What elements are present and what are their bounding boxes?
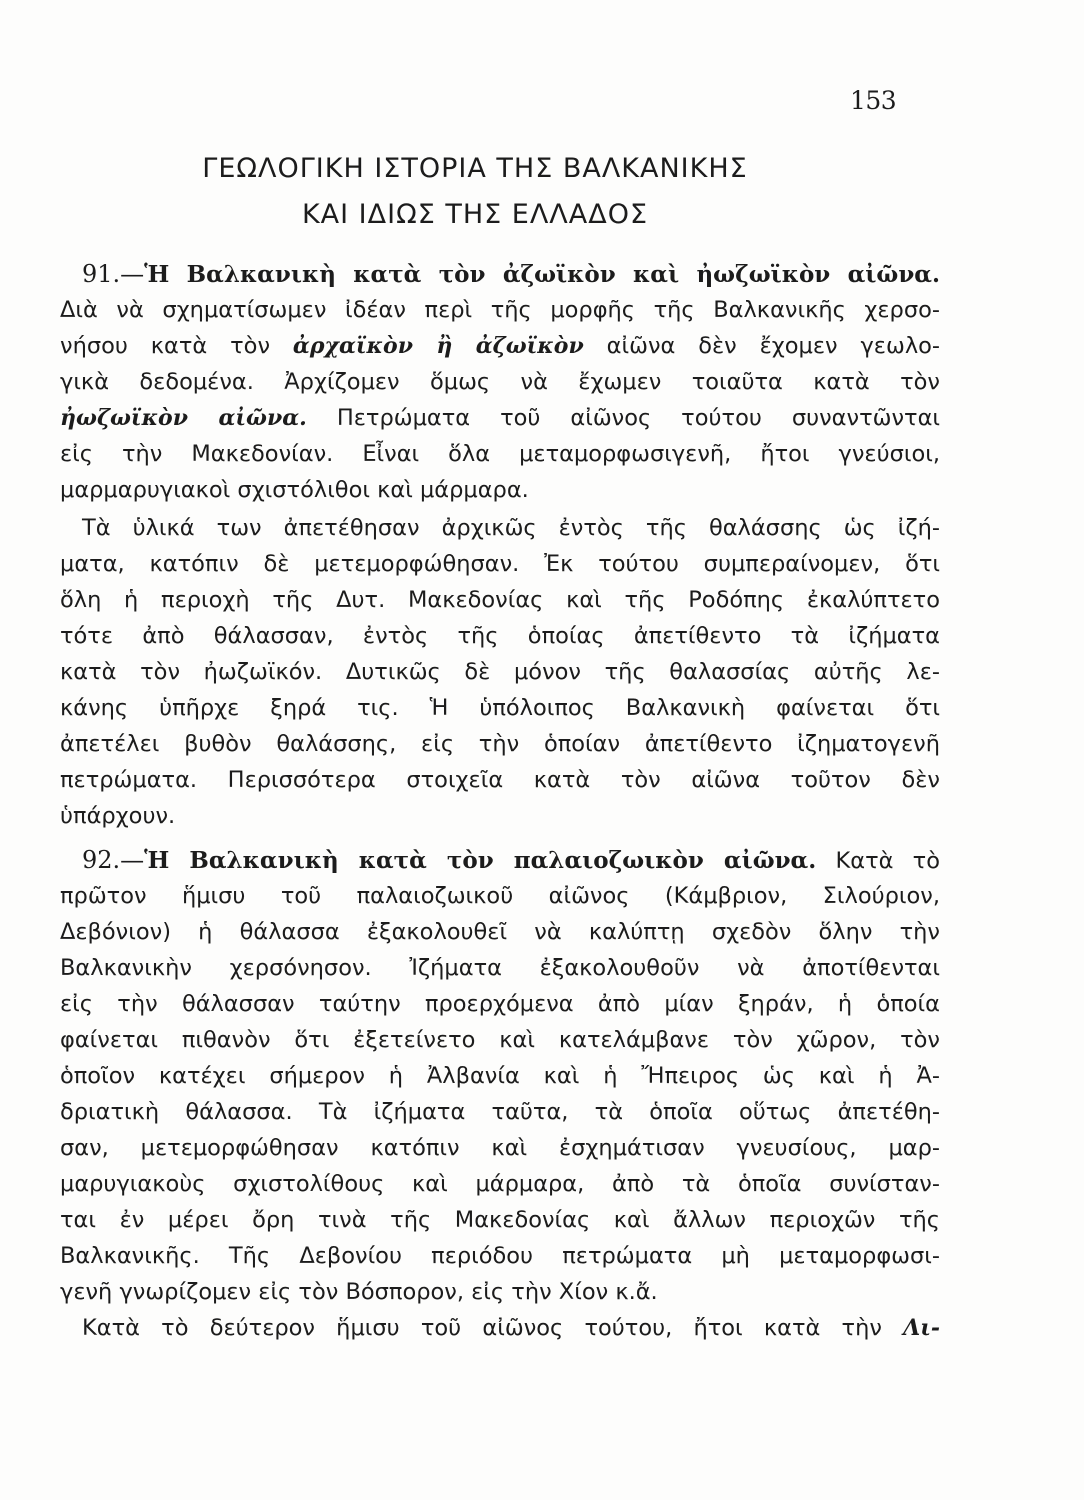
text-line: δριατικὴ θάλασσα. Τὰ ἰζήματα ταῦτα, τὰ ὁποῖα οὕτως ἀπετέθη- [60, 1099, 940, 1125]
emphasis-eozoic: ἠωζωϊκὸν αἰῶνα. [60, 405, 307, 431]
text-line: Βαλκανικῆς. Τῆς Δεβονίου περιόδου πετρώματα μὴ μεταμορφωσι- [60, 1243, 940, 1269]
text-line: Βαλκανικὴν χερσόνησον. Ἰζήματα ἐξακολουθοῦν νὰ ἀποτίθενται [60, 955, 940, 981]
text-line: σαν, μετεμορφώθησαν κατόπιν καὶ ἐσχημάτισαν γνευσίους, μαρ- [60, 1135, 940, 1161]
text-fragment: Κατὰ τὸ δεύτερον ἥμισυ τοῦ αἰῶνος τούτου, ἤτοι κατὰ τὴν [82, 1315, 882, 1341]
text-line: ἀπετέλει βυθὸν θαλάσσης, εἰς τὴν ὁποίαν ἀπετίθεντο ἰζηματογενῆ [60, 731, 940, 757]
text-line: ὑπάρχουν. [60, 803, 176, 829]
text-line-mixed [60, 328, 940, 364]
text-line: πρῶτον ἥμισυ τοῦ παλαιοζωικοῦ αἰῶνος (Κάμβριον, Σιλούριον, [60, 883, 940, 909]
text-line: κάνης ὑπῆρχε ξηρά τις. Ἡ ὑπόλοιπος Βαλκανικὴ φαίνεται ὅτι [60, 695, 940, 721]
text-line: μαρμαρυγιακοὶ σχιστόλιθοι καὶ μάρμαρα. [60, 477, 529, 503]
text-line: ὅλη ἡ περιοχὴ τῆς Δυτ. Μακεδονίας καὶ τῆς Ροδόπης ἐκαλύπτετο [60, 587, 940, 613]
section-91-heading-line [60, 256, 940, 292]
text-line: ται ἐν μέρει ὄρη τινὰ τῆς Μακεδονίας καὶ ἄλλων περιοχῶν τῆς [60, 1207, 940, 1233]
text-line: Διὰ νὰ σχηματίσωμεν ἰδέαν περὶ τῆς μορφῆς τῆς Βαλκανικῆς χερσο- [60, 297, 940, 323]
emphasis-archaic: ἀρχαϊκὸν ἢ ἀζωϊκὸν [292, 333, 584, 359]
text-line: τότε ἀπὸ θάλασσαν, ἐντὸς τῆς ὁποίας ἀπετίθεντο τὰ ἰζήματα [60, 623, 940, 649]
section-91-heading: Ἡ Βαλκανικὴ κατὰ τὸν ἀζωϊκὸν καὶ ἠωζωϊκὸν αἰῶνα. [144, 261, 940, 288]
text-fragment: Κατὰ τὸ [835, 848, 940, 874]
text-line: γενῆ γνωρίζομεν εἰς τὸν Βόσπορον, εἰς τὴν Χίον κ.ἄ. [60, 1279, 658, 1305]
text-fragment: νήσου κατὰ τὸν [60, 333, 271, 359]
section-92-heading: Ἡ Βαλκανικὴ κατὰ τὸν παλαιοζωικὸν αἰῶνα. [144, 847, 817, 874]
section-91-paragraph-2 [60, 510, 940, 834]
text-line: ματα, κατόπιν δὲ μετεμορφώθησαν. Ἐκ τούτου συμπεραίνομεν, ὅτι [60, 551, 940, 577]
text-line: εἰς τὴν Μακεδονίαν. Εἶναι ὅλα μεταμορφωσιγενῆ, ἤτοι γνεύσιοι, [60, 441, 940, 467]
section-92-heading-line [60, 842, 940, 878]
text-line: Δεβόνιον) ἡ θάλασσα ἐξακολουθεῖ νὰ καλύπτῃ σχεδὸν ὅλην τὴν [60, 919, 940, 945]
text-line: Τὰ ὑλικά των ἀπετέθησαν ἀρχικῶς ἐντὸς τῆς θαλάσσης ὡς ἰζή- [82, 515, 940, 541]
text-line: γικὰ δεδομένα. Ἀρχίζομεν ὅμως νὰ ἔχωμεν τοιαῦτα κατὰ τὸν [60, 369, 940, 395]
text-line-mixed [60, 400, 940, 436]
text-line: μαρυγιακοὺς σχιστολίθους καὶ μάρμαρα, ἀπὸ τὰ ὁποῖα συνίσταν- [60, 1171, 940, 1197]
section-91 [60, 256, 940, 508]
text-line: ὁποῖον κατέχει σήμερον ἡ Ἀλβανία καὶ ἡ Ἤπειρος ὡς καὶ ἡ Ἀ- [60, 1063, 940, 1089]
section-91-number: 91.— [82, 260, 145, 288]
text-line: εἰς τὴν θάλασσαν ταύτην προερχόμενα ἀπὸ μίαν ξηράν, ἡ ὁποία [60, 991, 940, 1017]
text-line-mixed [60, 1310, 940, 1346]
text-line: φαίνεται πιθανὸν ὅτι ἐξετείνετο καὶ κατελάμβανε τὸν χῶρον, τὸν [60, 1027, 940, 1053]
section-92-number: 92.— [82, 846, 145, 874]
page-number: 153 [850, 86, 897, 115]
chapter-title-line-2: ΚΑΙ ΙΔΙΩΣ ΤΗΣ ΕΛΛΑΔΟΣ [301, 199, 649, 230]
text-line: κατὰ τὸν ἠωζωϊκόν. Δυτικῶς δὲ μόνον τῆς θαλασσίας αὐτῆς λε- [60, 659, 940, 685]
text-line: πετρώματα. Περισσότερα στοιχεῖα κατὰ τὸν αἰῶνα τοῦτον δὲν [60, 767, 940, 793]
chapter-title-line-1: ΓΕΩΛΟΓΙΚΗ ΙΣΤΟΡΙΑ ΤΗΣ ΒΑΛΚΑΝΙΚΗΣ [202, 153, 748, 184]
section-92 [60, 842, 940, 1346]
text-fragment: αἰῶνα δὲν ἔχομεν γεωλο- [606, 333, 941, 359]
emphasis-continuation: Λι- [903, 1315, 940, 1341]
text-fragment: Πετρώματα τοῦ αἰῶνος τούτου συναντῶνται [336, 405, 941, 431]
